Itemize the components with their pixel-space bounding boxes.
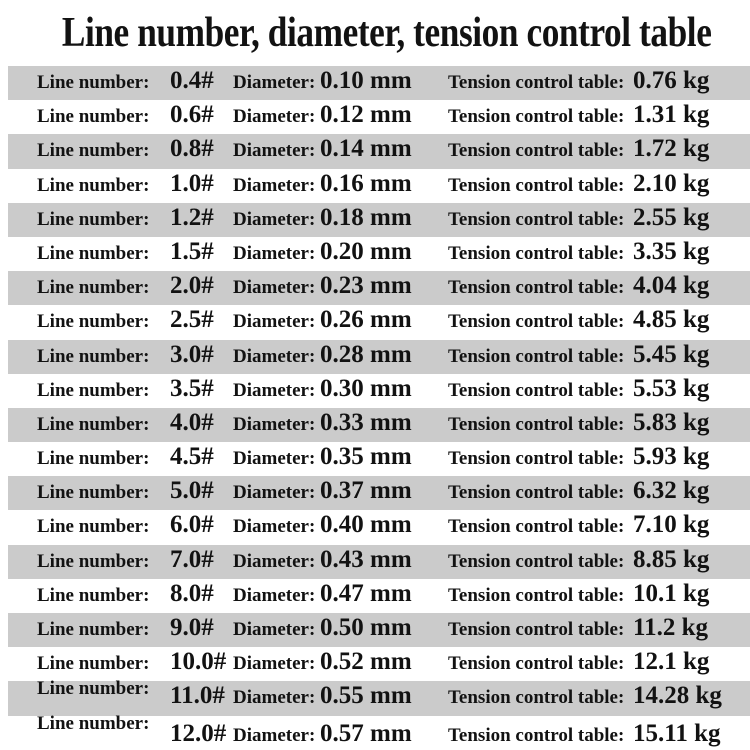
line-number-value: 8.0# (170, 579, 214, 607)
table-row (8, 678, 750, 715)
table-row (8, 613, 750, 647)
tension-label: Tension control table: (448, 379, 625, 401)
page-title-text: Line number, diameter, tension control table (61, 10, 712, 56)
line-number-value: 12.0# (170, 719, 227, 747)
tension-value: 7.10 kg (633, 511, 710, 539)
line-number-value: 0.6# (170, 101, 214, 129)
line-number-value: 7.0# (170, 545, 214, 573)
tension-value: 3.35 kg (633, 237, 710, 265)
diameter-label: Diameter: (233, 482, 316, 504)
tension-value: 15.11 kg (633, 719, 721, 747)
diameter-value: 0.16 mm (320, 169, 412, 197)
diameter-value: 0.35 mm (320, 443, 412, 471)
line-number-value: 4.5# (170, 443, 214, 471)
line-number-label: Line number: (37, 653, 150, 675)
diameter-label: Diameter: (233, 653, 316, 675)
diameter-label: Diameter: (233, 687, 316, 709)
diameter-label: Diameter: (233, 550, 316, 572)
line-number-value: 2.0# (170, 272, 214, 300)
diameter-value: 0.40 mm (320, 511, 412, 539)
diameter-value: 0.14 mm (320, 135, 412, 163)
table-row (8, 340, 750, 374)
line-number-label: Line number: (37, 311, 150, 333)
tension-label: Tension control table: (448, 311, 625, 333)
tension-value: 1.72 kg (633, 135, 710, 163)
diameter-label: Diameter: (233, 379, 316, 401)
diameter-label: Diameter: (233, 174, 316, 196)
tension-value: 2.55 kg (633, 203, 710, 231)
diameter-label: Diameter: (233, 208, 316, 230)
tension-label: Tension control table: (448, 242, 625, 264)
table-row (8, 203, 750, 237)
tension-value: 14.28 kg (633, 682, 722, 710)
line-number-label: Line number: (37, 482, 150, 504)
line-number-value: 0.8# (170, 135, 214, 163)
diameter-label: Diameter: (233, 413, 316, 435)
table-row (8, 305, 750, 339)
tension-label: Tension control table: (448, 140, 625, 162)
table-row (8, 545, 750, 579)
line-number-label: Line number: (37, 345, 150, 367)
diameter-value: 0.47 mm (320, 579, 412, 607)
tension-label: Tension control table: (448, 174, 625, 196)
table-row (8, 100, 750, 134)
tension-label: Tension control table: (448, 413, 625, 435)
line-number-value: 1.2# (170, 203, 214, 231)
line-number-label: Line number: (37, 72, 150, 93)
tension-value: 5.93 kg (633, 443, 710, 471)
tension-label: Tension control table: (448, 653, 625, 675)
line-number-label: Line number: (37, 140, 150, 162)
line-number-label: Line number: (37, 712, 150, 734)
table-row (8, 579, 750, 613)
diameter-label: Diameter: (233, 724, 316, 746)
table-row (8, 647, 750, 681)
line-number-label: Line number: (37, 106, 150, 128)
line-number-label: Line number: (37, 550, 150, 572)
diameter-value: 0.18 mm (320, 203, 412, 231)
line-number-value: 1.5# (170, 237, 214, 265)
diameter-label: Diameter: (233, 584, 316, 606)
line-number-value: 1.0# (170, 169, 214, 197)
tension-value: 2.10 kg (633, 169, 710, 197)
diameter-value: 0.50 mm (320, 614, 412, 641)
tension-value: 12.1 kg (633, 648, 710, 676)
diameter-label: Diameter: (233, 242, 316, 264)
table-row (8, 510, 750, 544)
tension-value: 5.45 kg (633, 340, 710, 368)
tension-label: Tension control table: (448, 550, 625, 572)
line-number-value: 6.0# (170, 511, 214, 539)
diameter-value: 0.26 mm (320, 306, 412, 334)
line-number-label: Line number: (37, 584, 150, 606)
table-row (8, 134, 750, 168)
diameter-value: 0.28 mm (320, 340, 412, 368)
diameter-value: 0.23 mm (320, 272, 412, 300)
line-number-label: Line number: (37, 174, 150, 196)
tension-value: 4.85 kg (633, 306, 710, 334)
table-row (8, 169, 750, 203)
diameter-value: 0.12 mm (320, 101, 412, 129)
table-row (8, 374, 750, 408)
line-number-value: 3.5# (170, 374, 214, 402)
diameter-value: 0.37 mm (320, 477, 412, 505)
tension-value: 10.1 kg (633, 579, 710, 607)
tension-value: 1.31 kg (633, 101, 710, 129)
table-row (8, 476, 750, 510)
line-number-label: Line number: (37, 242, 150, 264)
diameter-label: Diameter: (233, 345, 316, 367)
tension-value: 11.2 kg (633, 614, 709, 641)
tension-value: 5.53 kg (633, 374, 710, 402)
tension-label: Tension control table: (448, 516, 625, 538)
diameter-label: Diameter: (233, 311, 316, 333)
line-number-label: Line number: (37, 448, 150, 470)
diameter-value: 0.33 mm (320, 408, 412, 436)
diameter-label: Diameter: (233, 106, 316, 128)
line-number-label: Line number: (37, 678, 150, 700)
line-number-label: Line number: (37, 277, 150, 299)
tension-label: Tension control table: (448, 619, 625, 640)
table-row (8, 442, 750, 476)
diameter-value: 0.20 mm (320, 237, 412, 265)
line-number-value: 9.0# (170, 614, 214, 641)
tension-label: Tension control table: (448, 448, 625, 470)
table-row (8, 408, 750, 442)
tension-label: Tension control table: (448, 345, 625, 367)
diameter-value: 0.10 mm (320, 67, 412, 94)
line-number-value: 3.0# (170, 340, 214, 368)
line-number-value: 10.0# (170, 648, 227, 676)
table-row (8, 712, 750, 750)
diameter-value: 0.43 mm (320, 545, 412, 573)
tension-label: Tension control table: (448, 482, 625, 504)
diameter-label: Diameter: (233, 140, 316, 162)
tension-label: Tension control table: (448, 724, 625, 746)
line-number-label: Line number: (37, 208, 150, 230)
diameter-label: Diameter: (233, 619, 316, 640)
line-number-value: 11.0# (170, 682, 225, 710)
diameter-label: Diameter: (233, 448, 316, 470)
diameter-label: Diameter: (233, 72, 316, 93)
table-row (8, 66, 750, 100)
tension-label: Tension control table: (448, 208, 625, 230)
line-number-label: Line number: (37, 516, 150, 538)
tension-value: 6.32 kg (633, 477, 710, 505)
table-row (8, 237, 750, 271)
line-number-label: Line number: (37, 619, 150, 640)
page-title (0, 0, 750, 66)
tension-label: Tension control table: (448, 72, 625, 93)
tension-value: 5.83 kg (633, 408, 710, 436)
table (0, 66, 750, 750)
table-row (8, 271, 750, 305)
tension-label: Tension control table: (448, 106, 625, 128)
line-number-label: Line number: (37, 379, 150, 401)
tension-value: 4.04 kg (633, 272, 710, 300)
diameter-value: 0.52 mm (320, 648, 412, 676)
line-number-value: 4.0# (170, 408, 214, 436)
diameter-label: Diameter: (233, 516, 316, 538)
diameter-value: 0.30 mm (320, 374, 412, 402)
tension-label: Tension control table: (448, 584, 625, 606)
tension-label: Tension control table: (448, 277, 625, 299)
diameter-label: Diameter: (233, 277, 316, 299)
tension-value: 0.76 kg (633, 67, 710, 94)
line-number-value: 0.4# (170, 67, 214, 94)
tension-label: Tension control table: (448, 687, 625, 709)
diameter-value: 0.57 mm (320, 719, 412, 747)
line-number-value: 2.5# (170, 306, 214, 334)
line-number-value: 5.0# (170, 477, 214, 505)
line-number-label: Line number: (37, 413, 150, 435)
diameter-value: 0.55 mm (320, 682, 412, 710)
tension-value: 8.85 kg (633, 545, 710, 573)
